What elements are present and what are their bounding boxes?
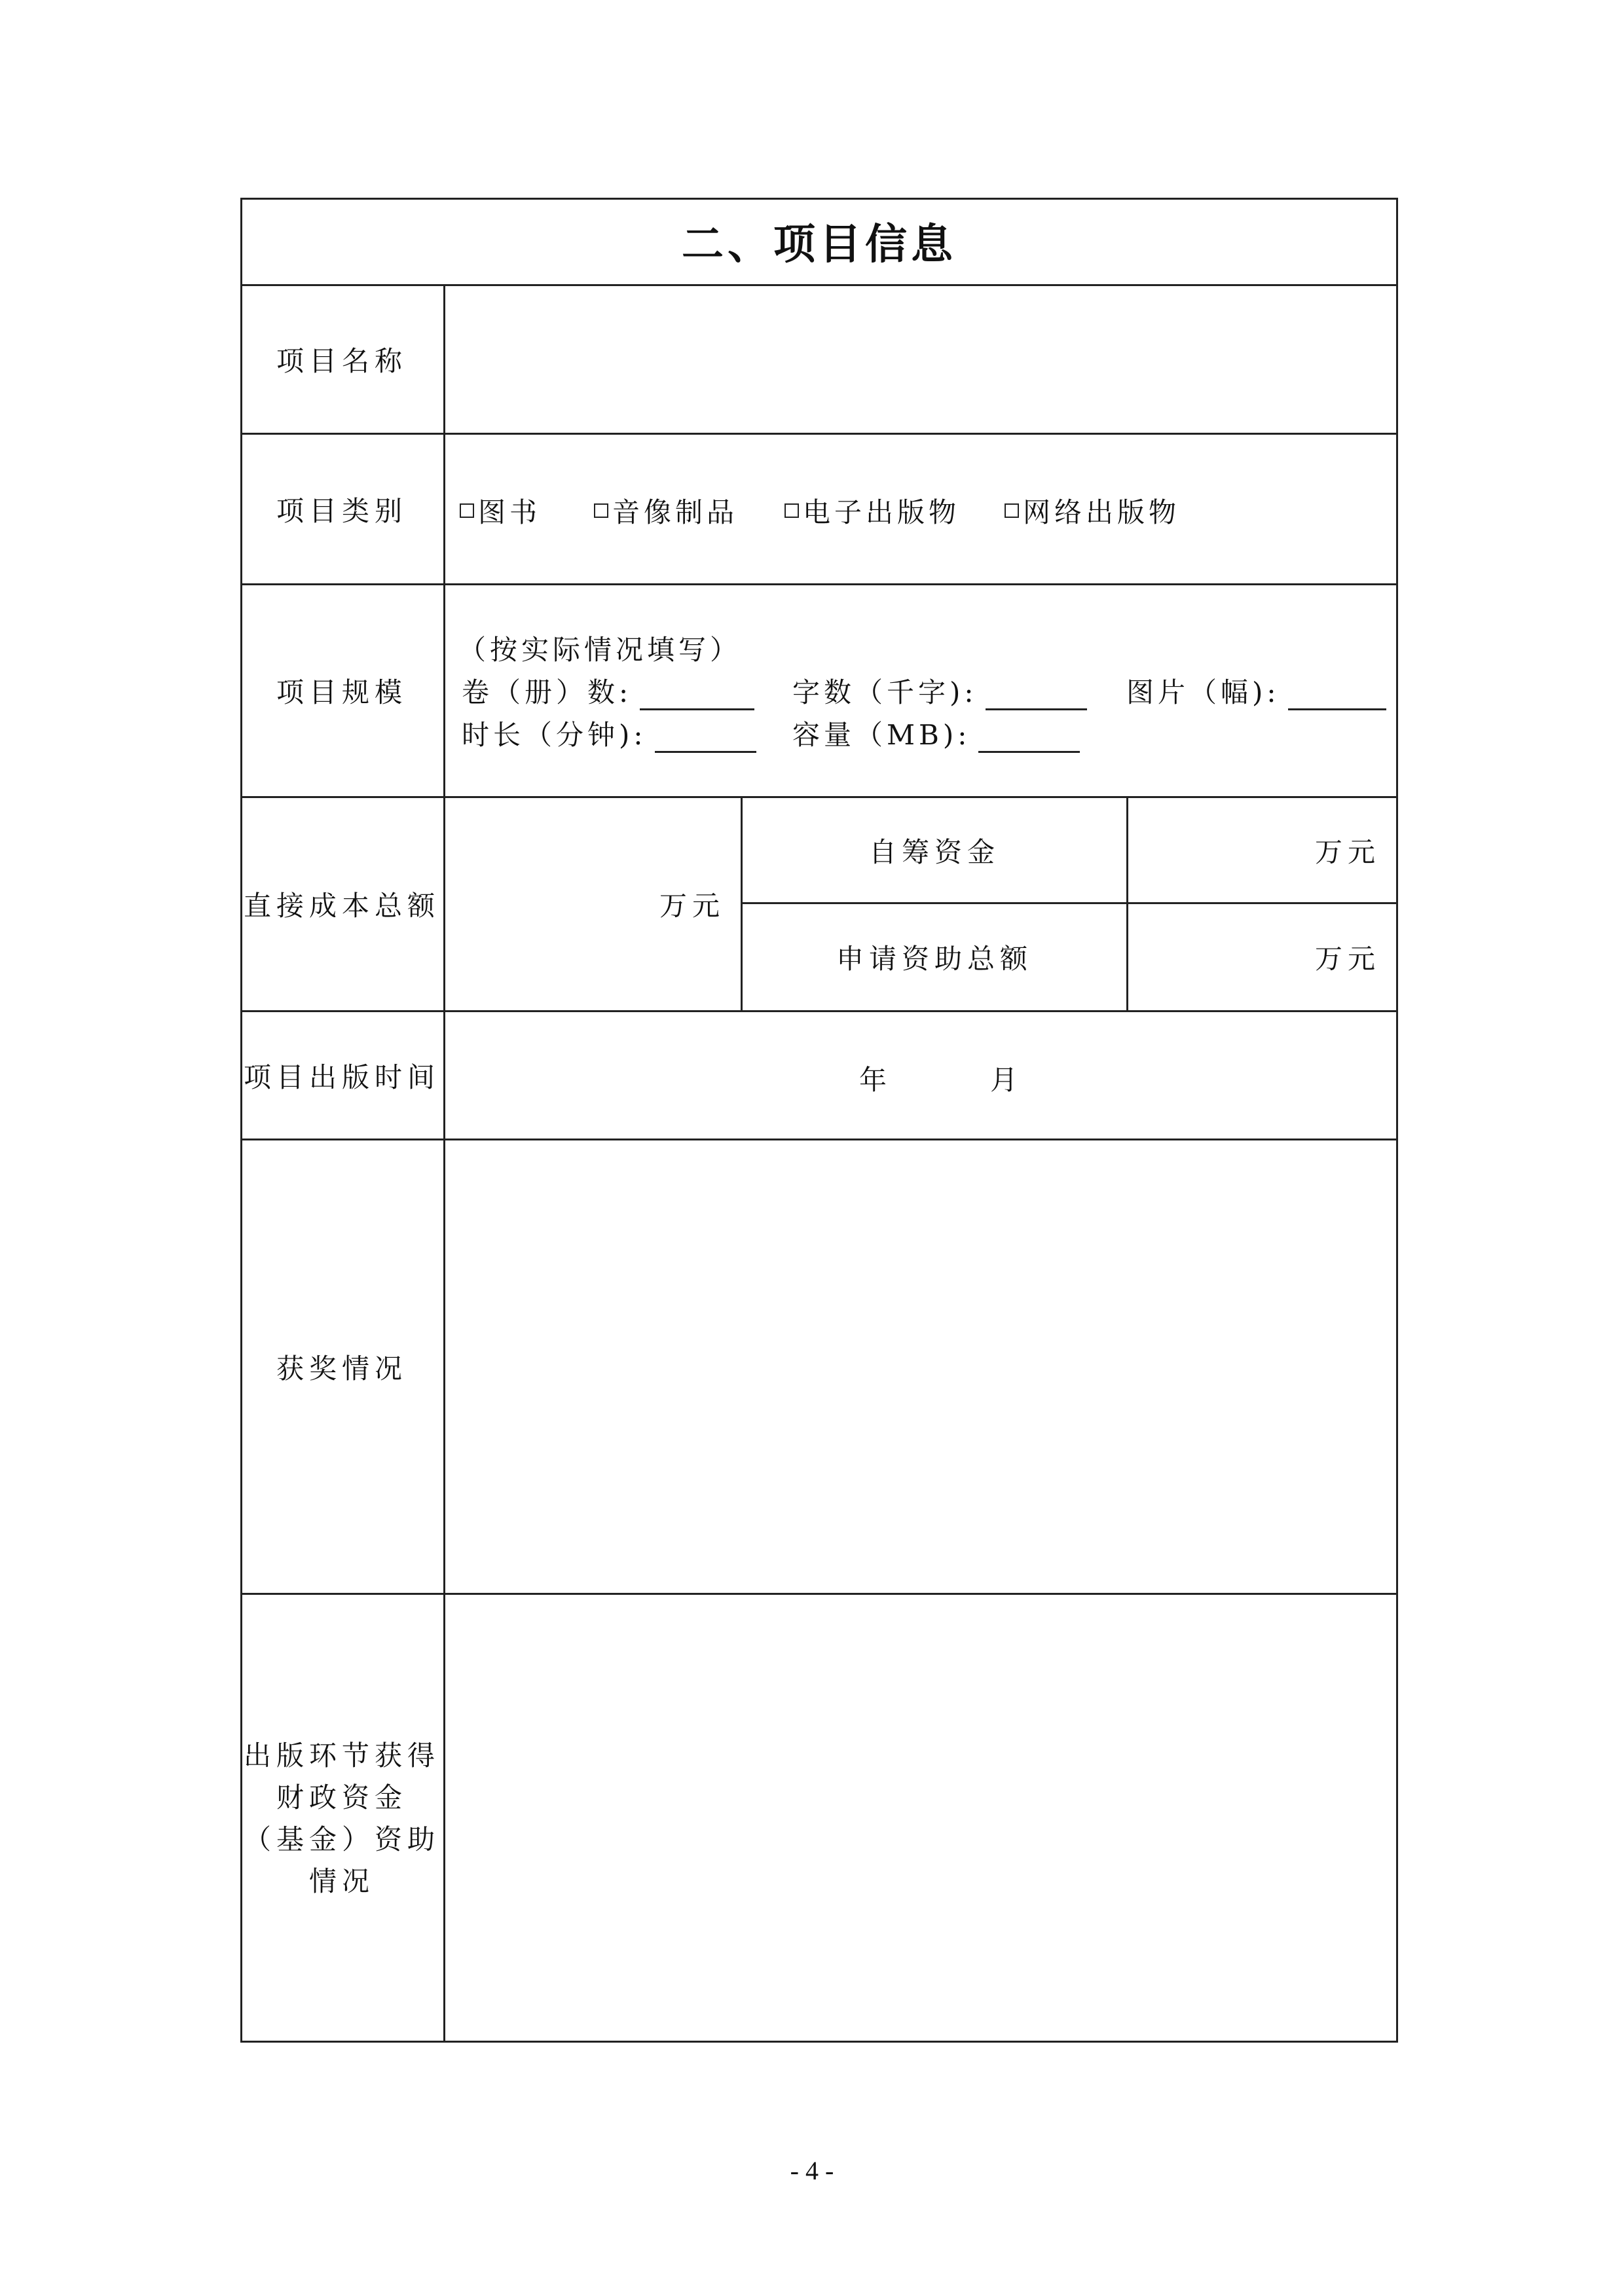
publish-year-field[interactable]: 年 [859,1064,891,1096]
self-funded-field[interactable]: 万元 [1314,835,1380,868]
awards-label: 获奖情况 [276,1352,407,1385]
words-field[interactable]: 字数（千字): [792,671,1087,710]
funding-label-line: 情况 [308,1865,375,1897]
scale-note: （按实际情况填写） [458,634,742,666]
subsidy-total-label: 申请资助总额 [836,943,1033,975]
direct-cost-label: 直接成本总额 [243,890,440,922]
volumes-field[interactable]: 卷（册）数: [462,671,754,710]
funding-label-line: 财政资金 [276,1781,407,1813]
publish-month-field[interactable]: 月 [990,1064,1022,1096]
checkbox-icon[interactable] [1005,503,1019,518]
awards-field[interactable] [445,1140,1396,1593]
subsidy-total-field[interactable]: 万元 [1314,943,1380,975]
checkbox-icon[interactable] [594,503,608,518]
section-title: 二、项目信息 [682,221,957,269]
checkbox-icon[interactable] [784,503,799,518]
page-number: - 4 - [790,2156,834,2185]
category-option-online[interactable]: 网络出版物 [1005,491,1180,530]
self-funded-label: 自筹资金 [868,835,1000,868]
project-name-field[interactable] [445,286,1396,433]
category-option-audio-video[interactable]: 音像制品 [594,491,738,530]
category-option-electronic[interactable]: 电子出版物 [784,491,960,530]
category-option-book[interactable]: 图书 [460,491,541,530]
project-scale-label: 项目规模 [276,676,407,708]
capacity-field[interactable]: 容量（MB): [792,714,1080,753]
financial-funding-field[interactable] [445,1595,1396,2043]
project-name-label: 项目名称 [276,345,407,377]
duration-field[interactable]: 时长（分钟): [462,714,756,753]
funding-label-line: （基金）资助 [243,1823,440,1855]
publish-time-label: 项目出版时间 [243,1061,440,1093]
pictures-field[interactable]: 图片（幅): [1126,671,1386,710]
checkbox-icon[interactable] [460,503,474,518]
financial-funding-label [240,1595,443,2043]
funding-label-line: 出版环节获得 [243,1740,440,1772]
direct-cost-field[interactable]: 万元 [659,890,725,922]
project-category-label: 项目类别 [276,494,407,527]
